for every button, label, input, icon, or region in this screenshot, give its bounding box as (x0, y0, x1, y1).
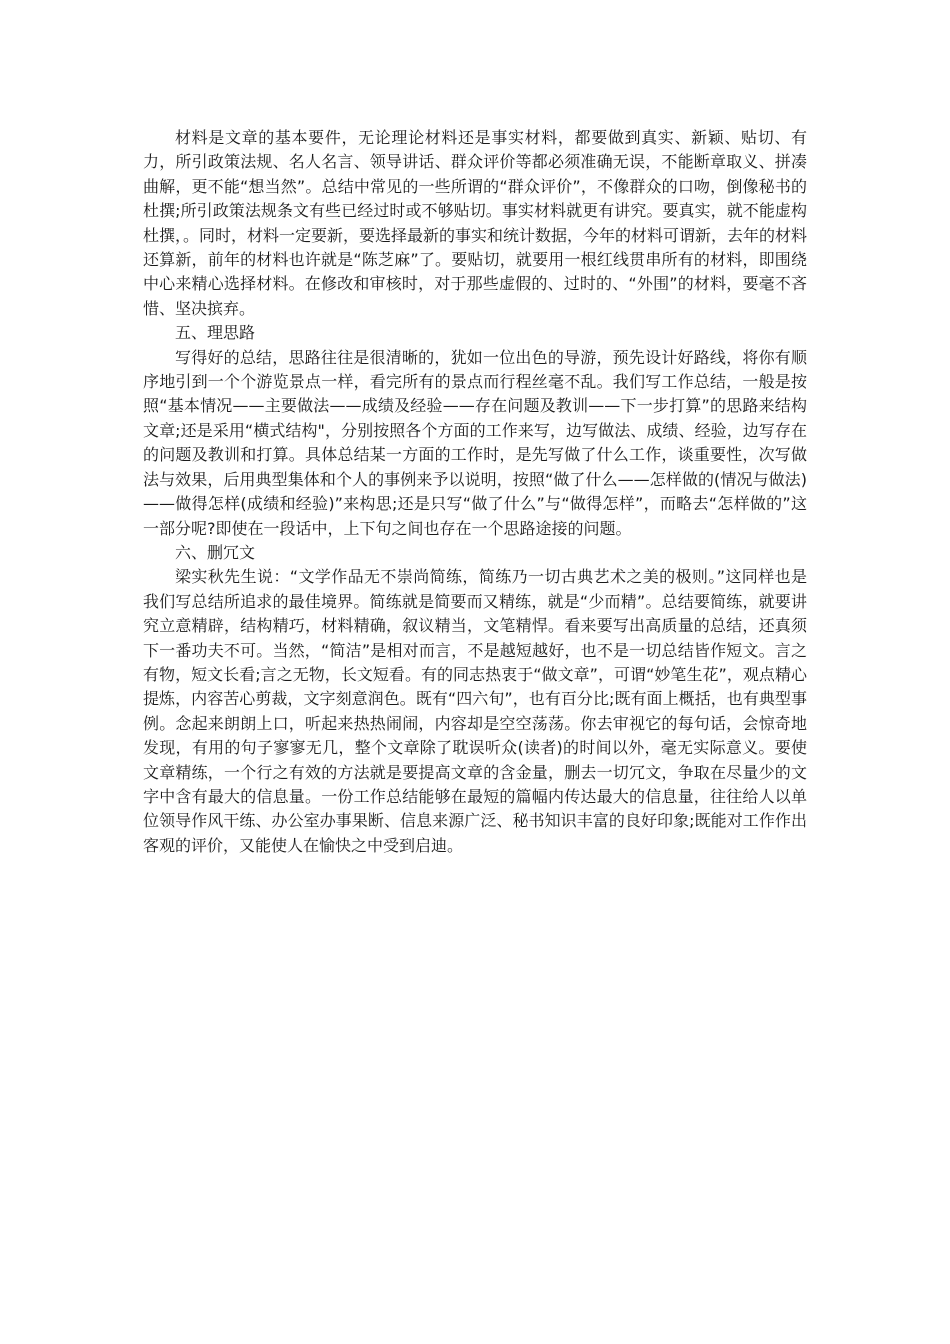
document-page (143, 126, 807, 858)
section-heading-5: 五、理思路 (175, 323, 256, 343)
paragraph-materials: 材料是文章的基本要件，无论理论材料还是事实材料，都要做到真实、新颖、贴切、有力，所引政策法规、名人名言、领导讲话、群众评价等都必须准确无误，不能断章取义、拼凑曲解，更不能“想当然”。总结中常见的一些所谓的“群众评价”，不像群众的口吻，倒像秘书的杜撰;所引政策法规条文有些已经过时或不够贴切。事实材料就更有讲究。要真实，就不能虚构杜撰，。同时，材料一定要新，要选择最新的事实和统计数据，今年的材料可谓新，去年的材料还算新，前年的材料也许就是“陈芝麻”了。要贴切，就要用一根红线贯串所有的材料，即围绕中心来精心选择材料。在修改和审核时，对于那些虚假的、过时的、“外围”的材料，要毫不吝惜、坚决摈弃。 (143, 128, 808, 318)
paragraph-thinking: 写得好的总结，思路往往是很清晰的，犹如一位出色的导游，预先设计好路线，将你有顺序地引到一个个游览景点一样，看完所有的景点而行程丝毫不乱。我们写工作总结，一般是按照“基本情况——主要做法——成绩及经验——存在问题及教训——下一步打算”的思路来结构文章;还是采用“横式结构"，分别按照各个方面的工作来写，边写做法、成绩、经验，边写存在的问题及教训和打算。具体总结某一方面的工作时，是先写做了什么工作，谈重要性，次写做法与效果，后用典型集体和个人的事例来予以说明，按照“做了什么——怎样做的(情况与做法)——做得怎样(成绩和经验)”来构思;还是只写“做了什么”与“做得怎样”，而略去“怎样做的”这一部分呢?即使在一段话中，上下句之间也存在一个思路途接的问题。 (143, 347, 807, 538)
paragraph-conciseness: 梁实秋先生说：“文学作品无不崇尚简练，简练乃一切古典艺术之美的极则。”这同样也是我们写总结所追求的最佳境界。简练就是简要而又精练，就是“少而精”。总结要简练，就要讲究立意精辟，结构精巧，材料精确，叙议精当，文笔精悍。看来要写出高质量的总结，还真须下一番功夫不可。当然，“简洁”是相对而言，不是越短越好，也不是一切总结皆作短文。言之有物，短文长看;言之无物，长文短看。有的同志热衷于“做文章”，可谓“妙笔生花”，观点精心提炼，内容苦心剪裁，文字刻意润色。既有“四六旬”，也有百分比;既有面上概括，也有典型事例。念起来朗朗上口，听起来热热闹闹，内容却是空空荡荡。你去审视它的每句话，会惊奇地发现，有用的句子寥寥无几，整个文章除了耽误听众(读者)的时间以外，毫无实际意义。要使文章精练，一个行之有效的方法就是要提高文章的含金量，删去一切冗文，争取在尽量少的文字中含有最大的信息量。一份工作总结能够在最短的篇幅内传达最大的信息量，往往给人以单位领导作风干练、办公室办事果断、信息来源广泛、秘书知识丰富的良好印象;既能对工作作出客观的评价，又能使人在愉快之中受到启迪。 (143, 567, 807, 855)
section-heading-6: 六、删冗文 (175, 542, 256, 562)
